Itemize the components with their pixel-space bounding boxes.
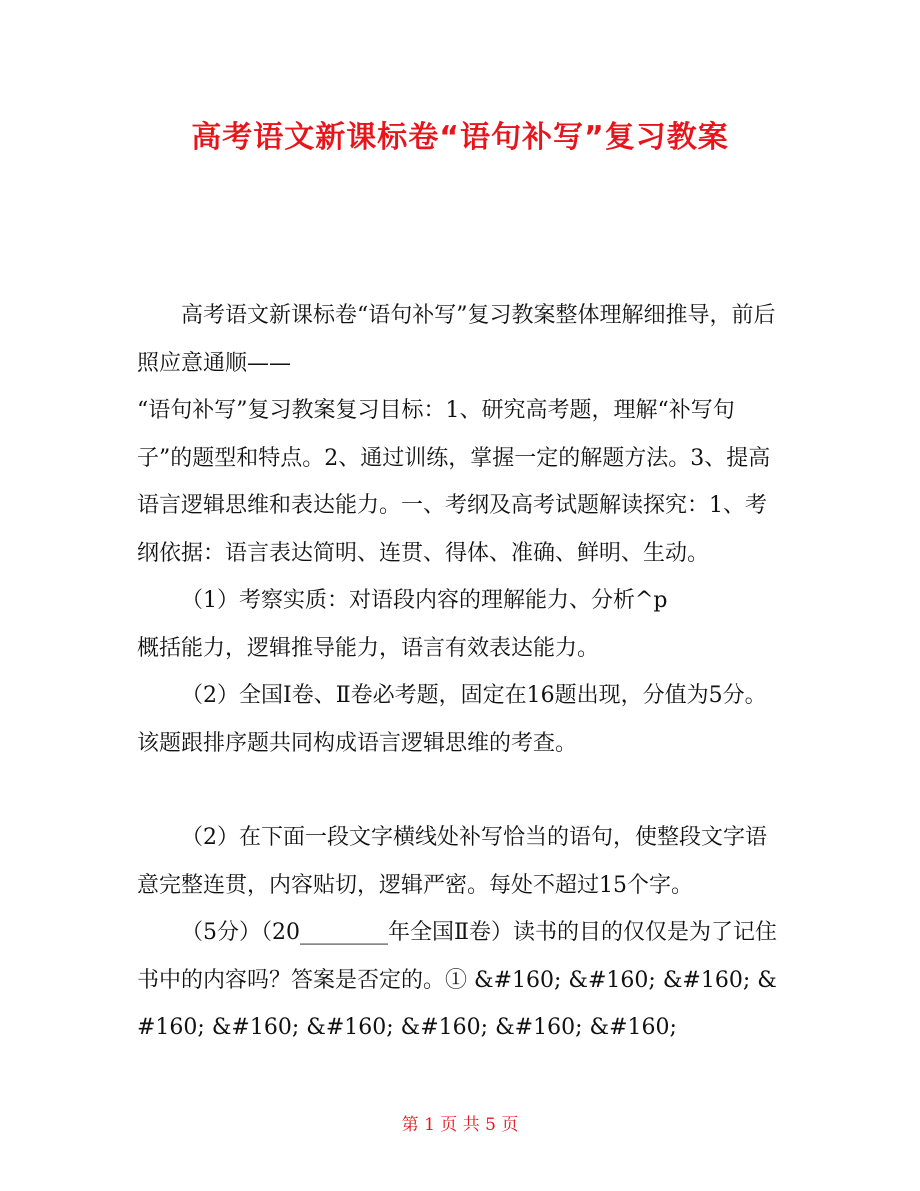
paragraph-point-1: （1）考察实质：对语段内容的理解能力、分析^p [181, 588, 668, 613]
paragraph-question-body: （5分）（20________年全国Ⅱ卷）读书的目的仅仅是为了记住书中的内容吗？答案是否定的。① &#160; &#160; &#160; &#160; &#160; &#160; &#160; &#160; &#160; [137, 920, 777, 1040]
paragraph-objectives: “语句补写”复习教案复习目标：1、研究高考题，理解“补写句子”的题型和特点。2、通过训练，掌握一定的解题方法。3、提高语言逻辑思维和表达能力。一、考纲及高考试题解读探究：1、考纲依据：语言表达简明、连贯、得体、准确、鲜明、生动。 [137, 398, 771, 566]
paragraph-point-1-continued: 概括能力，逻辑推导能力，语言有效表达能力。 [137, 635, 600, 661]
paragraph-point-2: （2）全国Ⅰ卷、Ⅱ卷必考题，固定在16题出现，分值为5分。该题跟排序题共同构成语言逻辑思维的考查。 [137, 683, 767, 756]
paragraph-question-instruction: （2）在下面一段文字横线处补写恰当的语句，使整段文字语意完整连贯，内容贴切，逻辑严密。每处不超过15个字。 [137, 825, 767, 898]
page-number-footer: 第 1 页 共 5 页 [401, 1115, 519, 1135]
document-title: 高考语文新课标卷“语句补写”复习教案 [191, 120, 729, 155]
paragraph-spacer [137, 767, 787, 814]
document-body [137, 292, 787, 1052]
paragraph-intro: 高考语文新课标卷“语句补写”复习教案整体理解细推导，前后照应意通顺—— [137, 303, 776, 376]
